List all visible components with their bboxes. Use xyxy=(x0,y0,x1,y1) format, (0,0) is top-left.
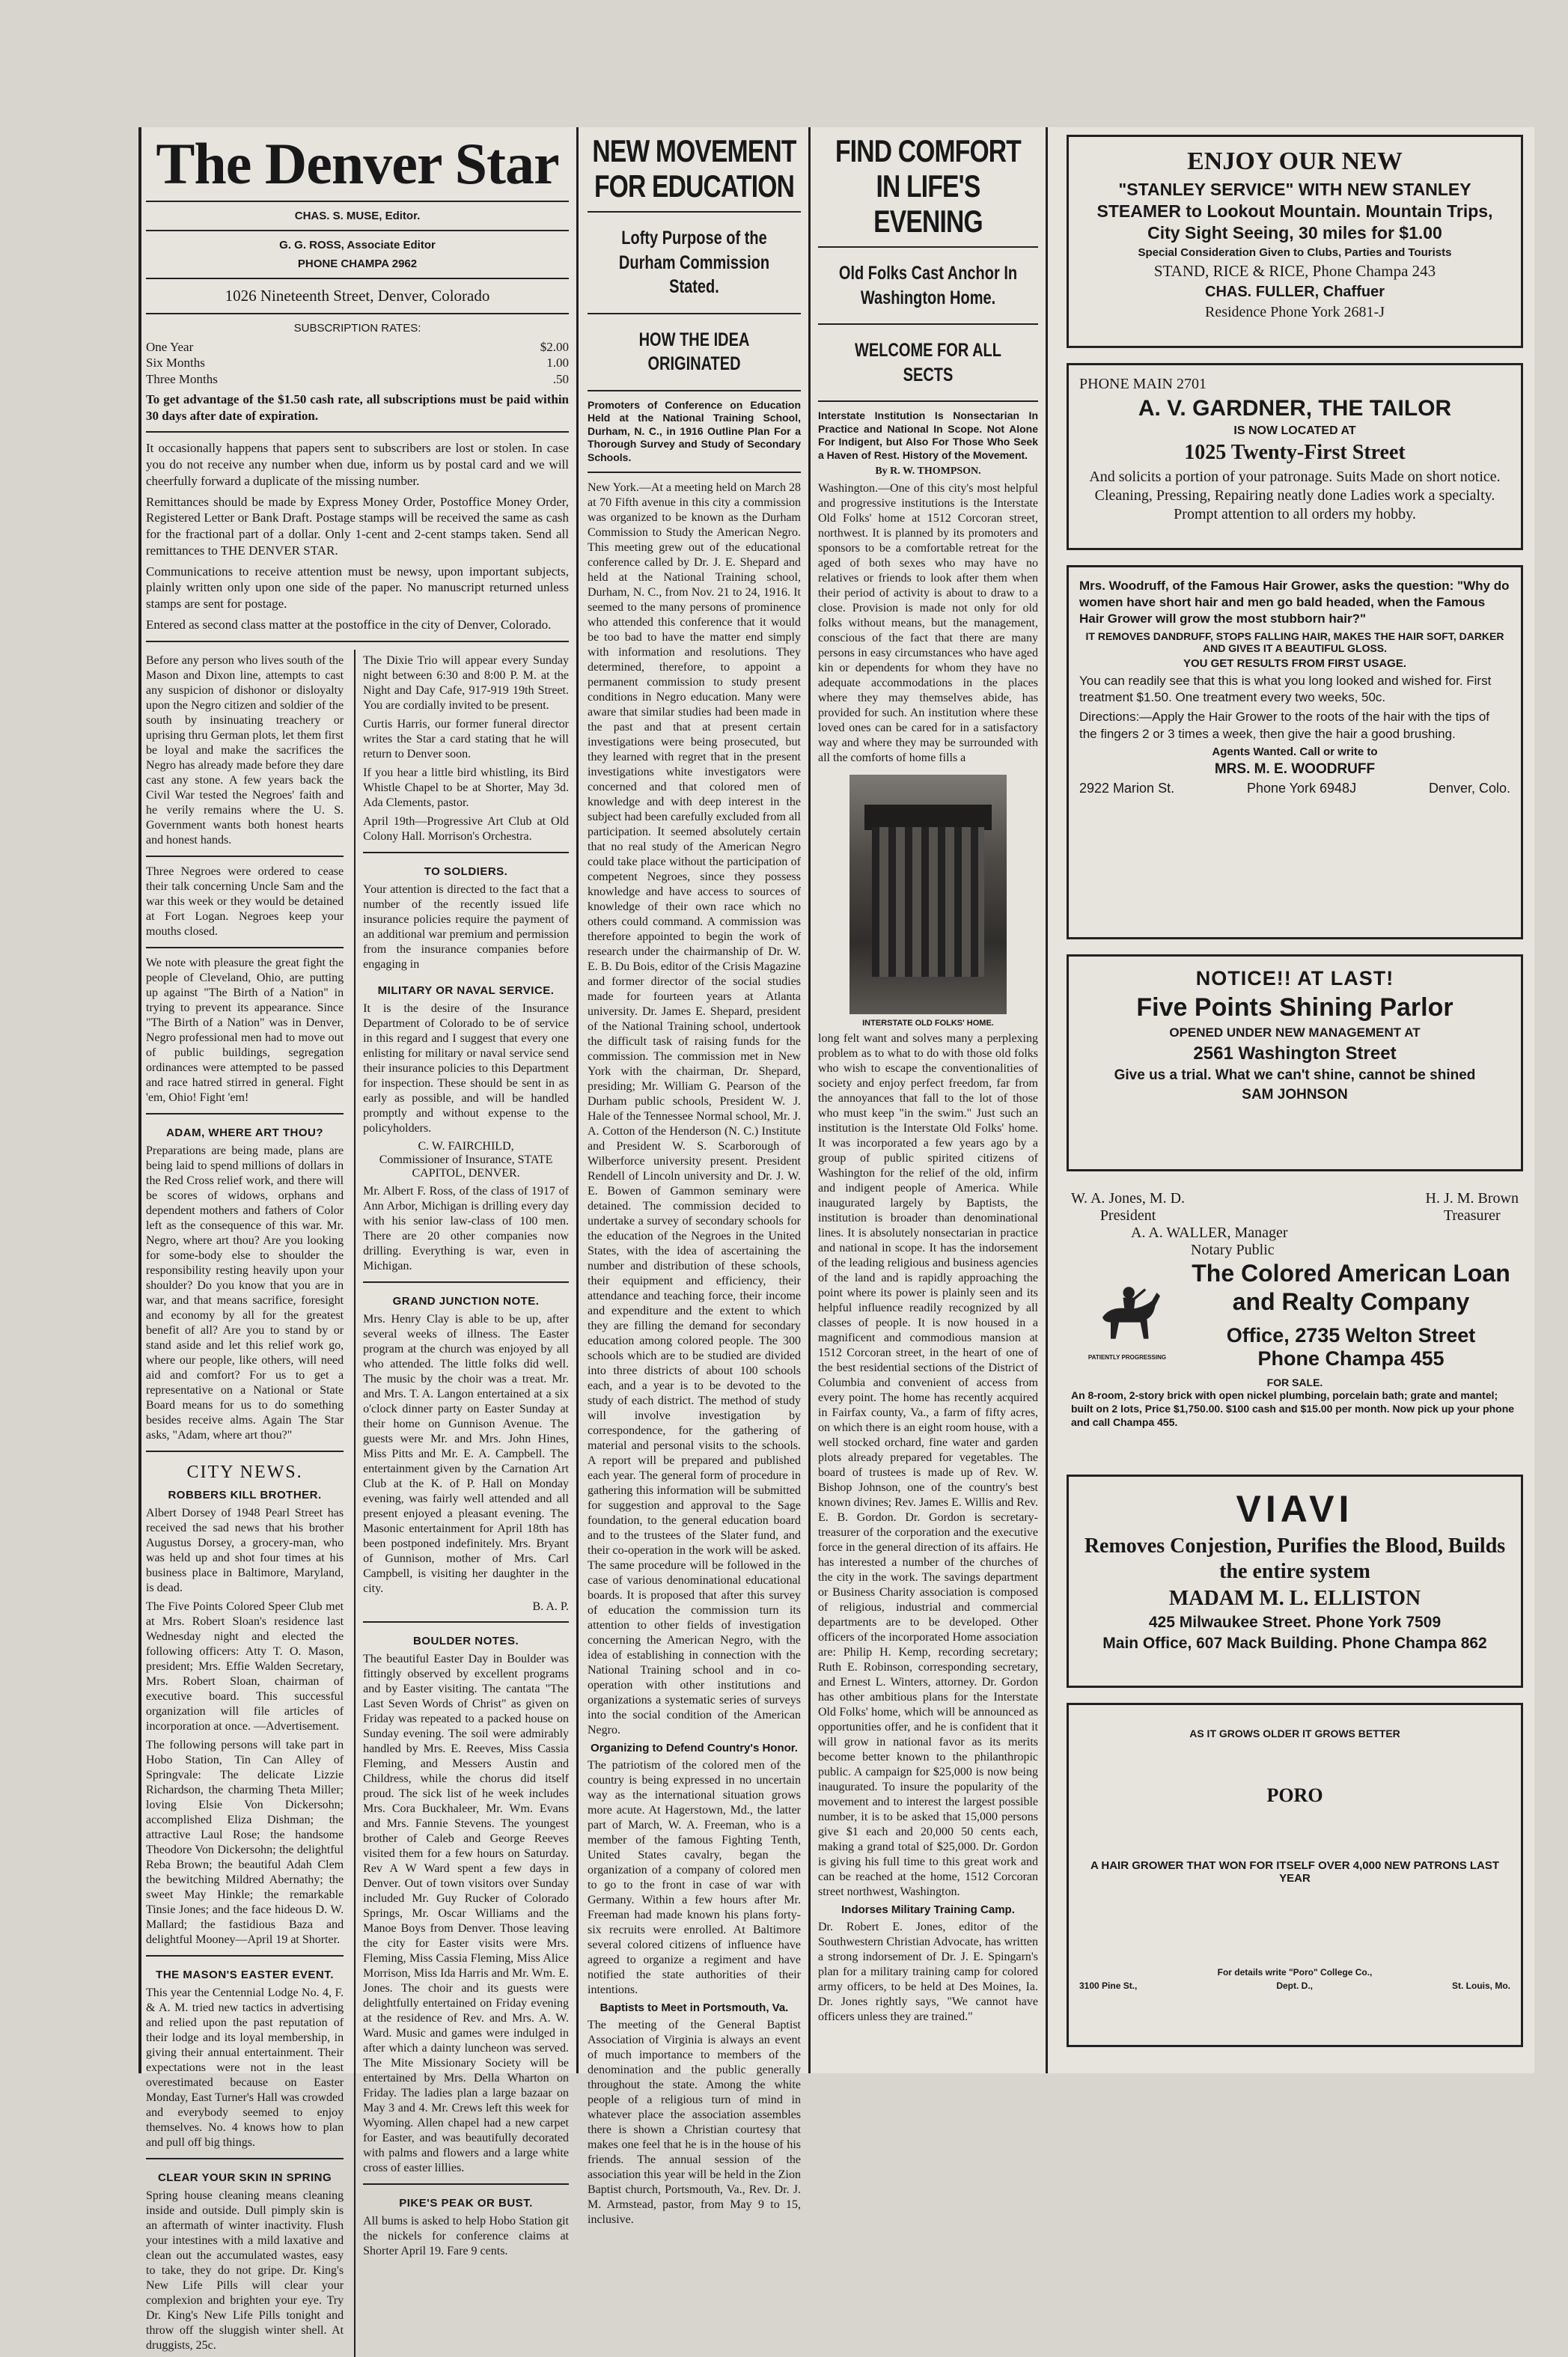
ad-gardner-tailor: PHONE MAIN 2701 A. V. GARDNER, THE TAILOR IS NOW LOCATED AT 1025 Twenty-First Street And solicits a portion of your patronage. Suits Made on short notice. Cleaning, Pressing, Repairing neatly done Ladies work a specialty. Prompt attention to all orders my hobby. xyxy=(1067,363,1523,550)
military-service-text: It is the desire of the Insurance Department of Colorado to be of service in this regard and I suggest that every one enlisting for military or naval service send their insurance policies to this Department for inspection. These should be sent in as early as possible, and will be handled promptly and without expense to the policyholders. xyxy=(363,1001,569,1135)
education-headline: NEW MOVEMENT FOR EDUCATION xyxy=(592,133,796,204)
ad-colored-american-loan: W. A. Jones, M. D. President H. J. M. Brown Treasurer A. A. WALLER, Manager Notary Public PATIENTLY PROGRESSING The Colored American Loan and Realty Company Office, 2735 Welton Street Phone Champa 455 FOR SALE. An 8-room, 2-story brick with open nickel plumbing, porcelain bath; grate and mantel; built on 2 lots, Price $1,750.00. $100 cash and $15.00 per month. Now pick up your phone and call Champa 455. xyxy=(1071,1190,1519,1429)
divider xyxy=(588,211,801,213)
city-news-heading: CITY NEWS. xyxy=(186,1462,303,1482)
divider xyxy=(363,852,569,853)
grand-junction-heading: GRAND JUNCTION NOTE. xyxy=(392,1294,540,1308)
boulder-heading: BOULDER NOTES. xyxy=(412,1634,519,1647)
old-folks-body-2: long felt want and solves many a perplexing problem as to what to do with those old folks who wish to escape the conventionalities of society and enjoy perfect freedom, far from the annoyances that fall to the lot of those who must keep "in the swim." Just such an institution is the Interstate Old Folks' home. It was incorporated a few years ago by a group of public spirited citizens of Washington for the relief of the old, infirm and indigent people of America. While inaugurated largely by Baptists, the institution is broader than denominational lines. It is absolutely nonsectarian in practice and national in scope. It has the indorsement of the leading religious and business agencies of the land and is rapidly approaching the point where its power is plainly seen and its helpful influence readily recognized by all classes of people. It is now housed in a magnificent and commodious mansion at 1512 Corcoran street, in the heart of one of the best residential sections of the District of Columbia and convenient of access from every point. The home has recently acquired in Fairfax county, Va., a farm of fifty acres, on which there is an eight room house, with a well stocked orchard, fine water and garden plots already prepared for vegetables. The board of trustees is made up of Rev. W. Bishop Johnson, one of the country's best known divines; Rev. James E. Willis and Rev. E. B. Gordon. Dr. Gordon is secretary-treasurer of the corporation and the executive force in the general direction of its affairs. He has interested a number of the churches of the city in the work. The savings department or Business Charity association is composed of religious, industrial and commercial departments are to be developed. Other officers of the incorporated Home association are: Philip H. Kemp, recording secretary; Ruth E. Robinson, corresponding secretary, and Ernest L. Winters, attorney. Dr. Gordon has other ambitious plans for the Interstate Old Folks' home, which will be announced as opportunities offer, and he is confident that it will grow in national favor as its merits become better known to the philanthropic public. A campaign for $25,000 is now being inaugurated. To insure the popularity of the movement and to interest the largest possible number, it is to be asked that 15,000 persons give $1 each and 20,000 50 cents each, making a grand total of $25,000. Dr. Gordon is giving his full time to this great work and can be reached at the home, 1512 Corcoran street northwest, Washington. xyxy=(818,1032,1038,1899)
bird-whistle-text: If you hear a little bird whistling, its Bird Whistle Chapel to be at Shorter, May 3d. Ada Clements, pastor. xyxy=(363,766,569,809)
clear-skin-heading: CLEAR YOUR SKIN IN SPRING xyxy=(157,2171,332,2184)
masthead-title: The Denver Star xyxy=(156,131,559,196)
notice-entered: Entered as second class matter at the postoffice in the city of Denver, Colorado. xyxy=(146,617,552,632)
education-body: New York.—At a meeting held on March 28 at 70 Fifth avenue in this city a commission was organized to be known as the Durham Commission to Study the American Negro. This meeting grew out of the educational conference called by Dr. J. E. Shepard and held at the National Training school, Durham, N. C., from Nov. 21 to 24, 1916. It seemed to the many persons of prominence who attended this conference that it would be too bad to have the matter end simply with information and resolutions. They determined, therefore, to appoint a permanent commission to study present conditions in Negro education. Many were aware that similar studies had been made in the past and that at present certain investigations were being prosecuted, but they learned with regret that in the present investigations white investigators were concerned and that colored men of knowledge and with deep interest in the subject had been carefully excluded from all participation. It seemed absolutely certain that no real study of the American Negro could take place without the participation of competent Negroes, since they possess knowledge and have access to sources of knowledge of their own race which no others could command. A commission was therefore appointed to begin the work of research under the chairmanship of Dr. W. E. B. Du Bois, editor of the Crisis Magazine and former director of the social studies made for fourteen years at Atlanta university. Dr. James E. Shepard, president of the National Training school, undertook the difficult task of raising funds for the commission. The commission met in New York with the chairman, Dr. Shepard, presiding; Mr. William G. Pearson of the Durham public schools, President W. J. Hale of the Tennessee Normal school, Mr. J. A. Cotton of the Henderson (N. C.) Institute and President W. S. Scarborough of Wilberforce university present. President Rendell of Lincoln university and Dr. J. W. E. Bowen of Gammon seminary were detained. The commission decided to undertake a survey of secondary schools for the education of the Negroes in the United States, with the idea of ascertaining the number and distribution of these schools, their equipment and efficiency, their attendance and teaching force, their income and expenditure and the extent to which they are filling the demand for secondary education among colored people. The 300 schools which are to be studied are divided into three districts of about 100 schools each, and a year is to be devoted to the study of each district. The method of study will involve investigation by correspondence, for the gathering of material and personal visits to the schools. A report will be prepared and published each year. The general form of procedure in gathering this information will be submitted for suggestion and approval to the Sage foundation, to the general education board and to the trustees of the Slater fund, and their co-operation in the work will be asked. The same procedure will be followed in the case of various denominational educational boards. It is proposed that after this survey of education the commission turn its attention to other fields of investigation concerning the American Negro, with the idea of establishing in connection with the National Training school and in co-operation with other institutions and organizations a systematic series of surveys into the social condition of the American Negro. xyxy=(588,481,801,1737)
divider xyxy=(146,278,569,279)
divider xyxy=(363,1281,569,1283)
subscription-note: To get advantage of the $1.50 cash rate, all subscriptions must be paid within 30 days after date of expiration. xyxy=(146,391,569,423)
military-service-heading: MILITARY OR NAVAL SERVICE. xyxy=(377,984,555,997)
divider xyxy=(146,641,569,642)
old-folks-subhead: Old Folks Cast Anchor In Washington Home. xyxy=(838,263,1018,308)
adam-heading: ADAM, WHERE ART THOU? xyxy=(166,1126,324,1139)
divider xyxy=(588,472,801,473)
masthead-phone: PHONE CHAMPA 2962 xyxy=(297,257,418,270)
divider xyxy=(588,390,801,391)
column-1 xyxy=(146,127,569,2352)
newspaper-page xyxy=(138,127,1534,2352)
old-folks-deck: Interstate Institution Is Nonsectarian In Practice and National In Scope. Not Alone For Indigent, but Also For Those Who Seek a Haven of Rest. History of the Movement. xyxy=(818,409,1038,461)
boulder-text: The beautiful Easter Day in Boulder was fittingly observed by excellent programs and by Easter visiting. The cantata "The Last Seven Words of Christ" as given on Friday was repeated to a packed house on Sunday evening. The soil were admirably handled by Mrs. E. Reeves, Miss Cassia Fleming, and Messers Austin and Childress, while the chorus did itself proud. The sick list of he week includes Mrs. Cora Buckhaleer, Mr. Wm. Evans and Mrs. Fannie Stevens. The youngest brother of Caleb and George Reeves visited them for a few hours on Saturday. Rev A W Ward spent a few days in Denver. Out of town visitors over Sunday included Mr. Guy Rucker of Colorado Springs, Mr. Oscar Williams and the Manoe Boys from Denver. Those leaving the city for Easter visits were Mrs. Fleming, Miss Cassia Fleming, Miss Alice Morrison, Miss Ida Harris and Mr. Wm. E. Jones. The choir and its guests were delightfully entertained on Friday evening at the residence of Rev. and Mrs. A. W. Ward. Music and games were indulged in after which a dainty luncheon was served. The Mite Missionary Society will be entertained by Mrs. Della Wharton on Friday. The ladies plan a large bazaar on May 3 and 4. Mr. Crews left this week for Wyoming. Allen chapel had a new carpet for Easter, and was beautifully decorated with palms and flowers and a large white cross of easter lillies. xyxy=(363,1652,569,2174)
art-club-text: April 19th—Progressive Art Club at Old Colony Hall. Morrison's Orchestra. xyxy=(363,814,569,843)
notice-lost-papers: It occasionally happens that papers sent to subscribers are lost or stolen. In case you do not receive any number when due, inform us by postal card and we will cheerfully forward a duplicate of the missing number. xyxy=(146,441,569,488)
education-deck: Promoters of Conference on Education Held at the National Training School, Durham, N. C., in 1916 Outline Plan For a Thorough Survey and Study of Secondary Schools. xyxy=(588,398,801,463)
column-rule xyxy=(808,127,811,2073)
donkey-rider-logo-icon xyxy=(1086,1268,1168,1350)
speer-club-text: The Five Points Colored Speer Club met at Mrs. Robert Sloan's residence last Wednesday night and elected the following officers: Atty T. O. Mason, president; Mrs. Effie Walden Secretary, Mrs. Robert Sloan, chairman of executive board. This successful organization will file articles of incorporation at once. —Advertisement. xyxy=(146,1600,344,1733)
education-subhead-2: HOW THE IDEA ORIGINATED xyxy=(638,329,750,375)
notice-remittances: Remittances should be made by Express Money Order, Postoffice Money Order, Registered Letter or Bank Draft. Postage stamps will be received the same as cash for the fractional part of a dollar. Only 1-cent and 2-cent stamps taken. Send all remittances to THE DENVER STAR. xyxy=(146,494,569,558)
editorial-loyalty: Before any person who lives south of the Mason and Dixon line, attempts to cast any suspicion of dishonor or disloyalty upon the Negro citizen and soldier of the south by insinuating treachery or uprising thru German plots, let them first be loyal and make the sacrifices the Negro has already made before they dare cast any stone. A few years back the Civil War tested the Negroes' faith and he verily remains where the U. S. Government wants both honest hearts and honest hands. xyxy=(146,653,344,847)
rate-row: One Year $2.00 xyxy=(146,340,569,354)
lower-columns xyxy=(146,650,569,2357)
divider xyxy=(146,856,344,857)
subscription-heading: SUBSCRIPTION RATES: xyxy=(293,322,421,335)
photo-caption: INTERSTATE OLD FOLKS' HOME. xyxy=(862,1019,994,1028)
ross-text: Mr. Albert F. Ross, of the class of 1917 of Ann Arbor, Michigan is drilling every day with his senior law-class of 100 men. There are 20 other companies now drilling. Everything is war, even in Michigan. xyxy=(363,1184,569,1272)
divider xyxy=(146,1113,344,1115)
column-education xyxy=(588,127,801,2227)
soldiers-heading: TO SOLDIERS. xyxy=(424,865,508,878)
organizing-heading: Organizing to Defend Country's Honor. xyxy=(591,1742,798,1755)
pikes-peak-heading: PIKE'S PEAK OR BUST. xyxy=(399,2196,533,2210)
divider xyxy=(146,313,569,314)
divider xyxy=(146,1955,344,1957)
old-folks-home-photo xyxy=(849,775,1007,1014)
divider xyxy=(146,201,569,202)
baptists-heading: Baptists to Meet in Portsmouth, Va. xyxy=(600,2001,789,2015)
education-subhead: Lofty Purpose of the Durham Commission Stated. xyxy=(618,228,770,298)
divider xyxy=(818,323,1038,325)
column-rule xyxy=(576,127,579,2073)
editorial-negroes-ordered: Three Negroes were ordered to cease their talk concerning Uncle Sam and the war this week or they would be detained at Fort Logan. Negroes keep your mouths closed. xyxy=(146,865,344,938)
grand-junction-text: Mrs. Henry Clay is able to be up, after several weeks of illness. The Easter program at the church was enjoyed by all who attended. The little folks did well. The music by the choir was a treat. Mr. and Mrs. T. A. Langon entertained at a six o'clock dinner party on Easter Sunday at their home on Gunnison Avenue. The guests were Mr. and Mrs. John Hines, Miss Pitts and Mr. E. A. Campbell. The entertainment given by the Carnation Art Club at the K. of P. Hall on Monday evening, was fairly well attended and all present enjoyed a pleasant evening. The Masonic entertainment for April 18th has been postponed indefinitely. Mrs. Bryant of Gunnison, mother of Mrs. Carl Campbell, is visiting her daughter in the city. xyxy=(363,1312,569,1595)
ad-poro: AS IT GROWS OLDER IT GROWS BETTER PORO A HAIR GROWER THAT WON FOR ITSELF OVER 4,000 NEW PATRONS LAST YEAR For details write "Poro" College Co., 3100 Pine St., Dept. D., St. Louis, Mo. xyxy=(1067,1703,1523,2047)
organizing-text: The patriotism of the colored men of the country is being expressed in no uncertain way as the international situation grows more acute. At Hagerstown, Md., the latter part of March, W. A. Freeman, who is a member of the famous Fighting Tenth, United States cavalry, began the organization of a company of colored men to go to the front in case of war with Germany. Within a few hours after Mr. Freeman had made known his plans forty-six recruits were enrolled. At Baltimore several colored citizens of influence have agreed to organize a regiment and have notified the state authorities of their intentions. xyxy=(588,1759,801,1997)
masons-text: This year the Centennial Lodge No. 4, F. & A. M. tried new tactics in advertising and relied upon the past reputation of their lodge and its loyal membership, in giving their annual entertainment. Their expectations were not in the least overestimated because on Easter Monday, East Turner's Hall was crowded and everybody seemed to enjoy themselves. No. 4 knows how to plan and pull off big things. xyxy=(146,1986,344,2149)
ad-stanley-steamer: ENJOY OUR NEW "STANLEY SERVICE" WITH NEW STANLEY STEAMER to Lookout Mountain. Mountain Trips, City Sight Seeing, 30 miles for $1.00 Special Consideration Given to Clubs, Parties and Tourists STAND, RICE & RICE, Phone Champa 243 CHAS. FULLER, Chaffuer Residence Phone York 2681-J xyxy=(1067,135,1523,348)
soldiers-text: Your attention is directed to the fact that a number of the recently issued life insurance policies require the payment of an additional war premium and permission from the insurance companies before engaging in xyxy=(363,882,569,971)
military-camp-text: Dr. Robert E. Jones, editor of the Southwestern Christian Advocate, has written a strong indorsement of Dr. J. E. Spingarn's plan for a military training camp for colored army officers, to be held at Des Moines, Ia. Dr. Jones rightly says, "We cannot have officers unless they are trained." xyxy=(818,1921,1038,2024)
associate-editor-line: G. G. ROSS, Associate Editor xyxy=(279,239,436,251)
signature-name: C. W. FAIRCHILD, xyxy=(418,1139,514,1153)
divider xyxy=(146,431,569,433)
column-rule xyxy=(1046,127,1048,2073)
divider xyxy=(146,947,344,948)
masons-heading: THE MASON'S EASTER EVENT. xyxy=(156,1968,334,1981)
divider xyxy=(146,1451,344,1452)
clear-skin-text: Spring house cleaning means cleaning inside and outside. Dull pimply skin is an aftermath of winter inactivity. Flush your intestines with a mild laxative and clean out the accumulated wastes, easy to take, they do not gripe. Dr. King's New Life Pills will clear your complexion and brighten your eye. Try Dr. King's New Life Pills tonight and throw off the sluggish winter shell. At druggists, 25c. xyxy=(146,2189,344,2352)
column-rule xyxy=(138,127,141,2073)
divider xyxy=(146,230,569,231)
notice-communications: Communications to receive attention must be newsy, upon important subjects, plainly written only upon one side of the paper. No manuscript returned unless stamps are sent for postage. xyxy=(146,564,569,611)
rate-row: Six Months 1.00 xyxy=(146,356,569,371)
grand-junction-signature: B. A. P. xyxy=(532,1600,569,1613)
subcolumn-right xyxy=(354,650,569,2357)
tin-can-alley-text: The following persons will take part in Hobo Station, Tin Can Alley of Springvale: The delicate Lizzie Richardson, the charming Theta Miller; loving Elsie Von Dickersohn; accomplished Eliza Dishman; the attractive Laul Rose; the handsome Theodore Von Dickersohn; the delightful Reba Brown; the beautiful Adah Clem the bewitching Mildred Abernathy; the sweet May Hinkle; the remarkable Tinsie Jones; and the face hideous D. W. Mallard; the fastidious Baza and delightful Mooney—April 19 at Shorter. xyxy=(146,1738,344,1946)
divider xyxy=(588,313,801,314)
ad-shining-parlor: NOTICE!! AT LAST! Five Points Shining Parlor OPENED UNDER NEW MANAGEMENT AT 2561 Washington Street Give us a trial. What we can't shine, cannot be shined SAM JOHNSON xyxy=(1067,954,1523,1171)
ad-woodruff-hair-grower: Mrs. Woodruff, of the Famous Hair Grower, asks the question: "Why do women have short hair and men go bald headed, when the Famous Hair Grower will grow the most stubborn hair?" IT REMOVES DANDRUFF, STOPS FALLING HAIR, MAKES THE HAIR SOFT, DARKER AND GIVES IT A BEAUTIFUL GLOSS. YOU GET RESULTS FROM FIRST USAGE. You can readily see that this is what you long looked and wished for. First treatment $1.50. One treatment every two weeks, 50c. Directions:—Apply the Hair Grower to the roots of the hair with the tips of the fingers 2 or 3 times a week, then give the hair a good brushing. Agents Wanted. Call or write to MRS. M. E. WOODRUFF 2922 Marion St. Phone York 6948J Denver, Colo. xyxy=(1067,565,1523,939)
subscription-rates xyxy=(146,339,569,387)
column-old-folks xyxy=(818,127,1038,2073)
editorial-birth-of-nation: We note with pleasure the great fight the people of Cleveland, Ohio, are putting up against "The Birth of a Nation" in trying to prevent its appearance. Since "The Birth of a Nation" was in Denver, Negro professional men had to move out of public buildings, segregation ordinances were attempted to be passed and race hatred stirred in general. Fight 'em, Ohio! Fight 'em! xyxy=(146,956,344,1104)
editor-line: CHAS. S. MUSE, Editor. xyxy=(294,210,421,222)
masthead-address: 1026 Nineteenth Street, Denver, Colorado xyxy=(225,287,490,305)
signature-title: Commissioner of Insurance, STATE CAPITOL, DENVER. xyxy=(379,1153,553,1180)
subcolumn-left xyxy=(146,650,344,2357)
dixie-trio-text: The Dixie Trio will appear every Sunday night between 6:30 and 8:00 P. M. at the Night and Day Cafe, 917-919 19th Street. You are cordially invited to be present. xyxy=(363,653,569,712)
baptists-text: The meeting of the General Baptist Association of Virginia is always an event of much importance to members of the denomination and the public generally throughout the state. Among the white people of a religious turn of mind in whatever place the association assembles there is shown a Christian courtesy that makes one feel that he is in the house of his friends. The annual session of the association this year will be held in the Zion Baptist church, Portsmouth, Va., Rev. Dr. J. M. Armstead, pastor, from May 9 to 15, inclusive. xyxy=(588,2019,801,2227)
ad-viavi: VIAVI Removes Conjestion, Purifies the Blood, Builds the entire system MADAM M. L. ELLISTON 425 Milwaukee Street. Phone York 7509 Main Office, 607 Mack Building. Phone Champa 862 xyxy=(1067,1475,1523,1688)
old-folks-headline: FIND COMFORT IN LIFE'S EVENING xyxy=(835,133,1021,240)
old-folks-subhead-2: WELCOME FOR ALL SECTS xyxy=(855,340,1001,385)
robbers-heading: ROBBERS KILL BROTHER. xyxy=(168,1488,322,1501)
robbers-text: Albert Dorsey of 1948 Pearl Street has received the sad news that his brother Augustus Dorsey, a grocery-man, who was held up and shot four times at his business place in Baltimore, Maryland, is dead. xyxy=(146,1506,344,1594)
divider xyxy=(818,400,1038,402)
divider xyxy=(363,1621,569,1623)
military-camp-heading: Indorses Military Training Camp. xyxy=(841,1903,1015,1917)
byline: By R. W. THOMPSON. xyxy=(875,466,981,478)
adam-text: Preparations are being made, plans are being laid to spend millions of dollars in the Red Cross relief work, and there will be scores of widows, orphans and dependent mothers and fathers of Color left as the consequence of this war. Mr. Negro, where art thou? Are you looking for some-body else to shoulder the responsibility resting heavily upon your shoulder? Do you know that you are in war, and that means sacrifice, foresight and economy by all for the greatest benefit of all? Are you to stand by or stand aside and let this relief work go, where our people, like others, will need aid and comfort? For us to get a representative on a National or State Board means for us to do something besides receive alms. Again The Star asks, "Adam, where art thou?" xyxy=(146,1144,344,1442)
curtis-harris-text: Curtis Harris, our former funeral director writes the Star a card stating that he will return to Denver soon. xyxy=(363,717,569,760)
divider xyxy=(363,2183,569,2185)
divider xyxy=(818,246,1038,248)
rate-row: Three Months .50 xyxy=(146,371,569,386)
divider xyxy=(146,2158,344,2159)
old-folks-body-1: Washington.—One of this city's most helpful and progressive institutions is the Interstate Old Folks' home at 1512 Corcoran street, northwest. It is planned by its promoters and sponsors to be a comfortable retreat for the aged of both sexes who may have no relatives or friends to look after them when their period of activity is about to draw to a close. Provision is made not only for old folks without means, but the management, conscious of the fact that there are many persons in easy circumstances who have aged kin or dependents for whom they have no adequate accommodations in the places where they may themselves abide, has provided for such. An institution where these loved ones can be cared for in a satisfactory way and where they may be surrounded with all the comforts of home fills a xyxy=(818,482,1038,765)
pikes-peak-text: All bums is asked to help Hobo Station git the nickels for conference claims at Shorter April 19. Fare 9 cents. xyxy=(363,2214,569,2257)
